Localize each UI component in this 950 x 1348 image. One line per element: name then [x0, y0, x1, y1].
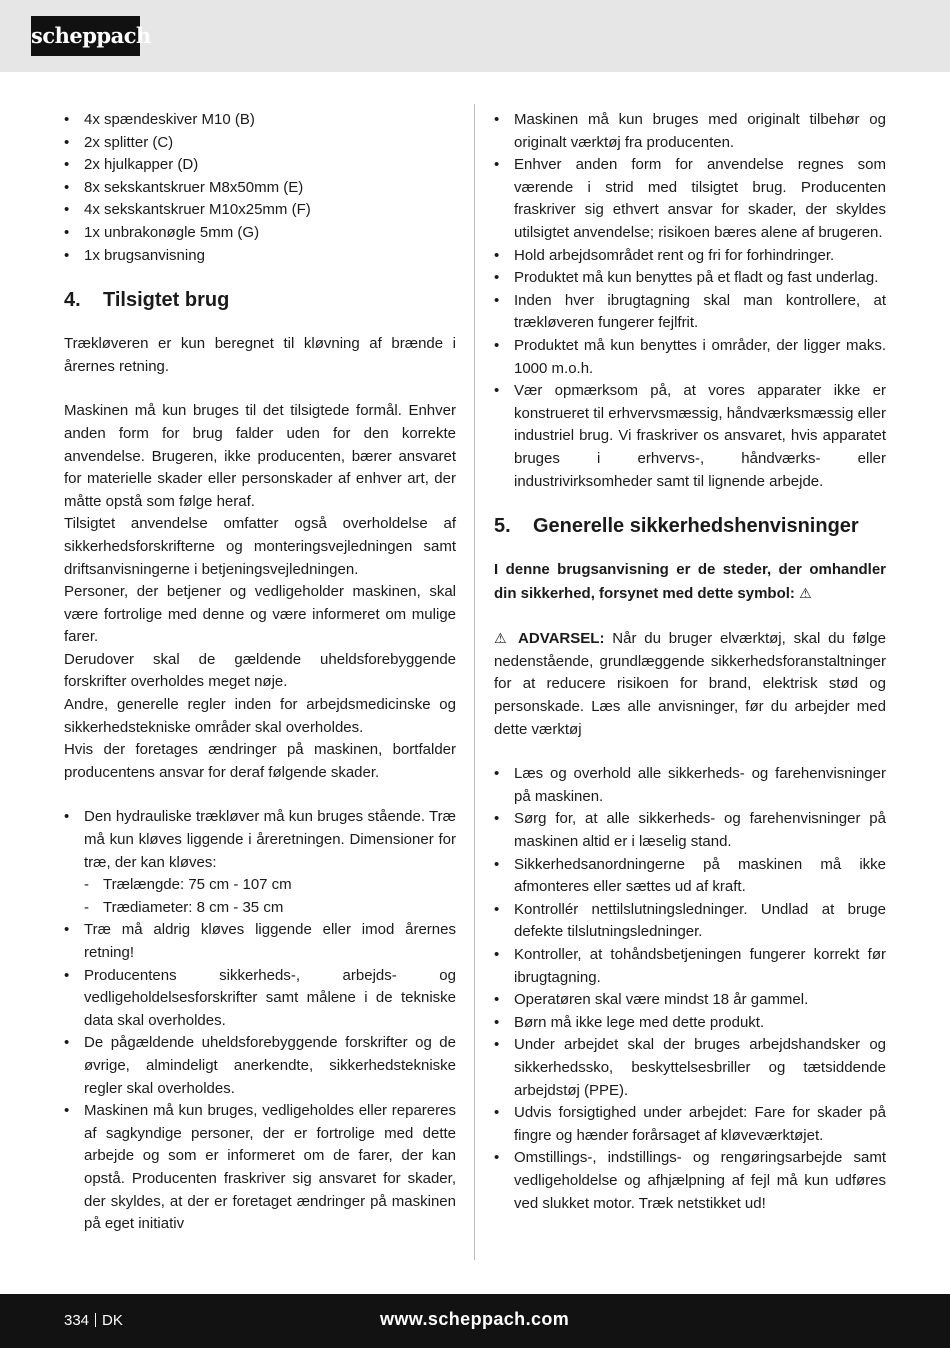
paragraph: Hvis der foretages ændringer på maskinen, bortfalder producentens ansvar for deraf følgende skader.	[64, 741, 456, 781]
list-item: • 2x hjulkapper (D)	[64, 154, 456, 177]
warning-label: ADVARSEL:	[518, 630, 605, 648]
usage-list	[64, 806, 456, 874]
list-item: • 4x sekskantskruer M10x25mm (F)	[64, 199, 456, 222]
list-item: • Under arbejdet skal der bruges arbejdshandsker og sikkerhedssko, beskyttelsesbriller og tætsiddende arbejdstøj (PPE).	[494, 1034, 886, 1102]
list-item: • Maskinen må kun bruges med originalt tilbehør og originalt værktøj fra producenten.	[494, 109, 886, 154]
list-item: • 1x brugsanvisning	[64, 245, 456, 268]
list-item: • 2x splitter (C)	[64, 132, 456, 155]
list-item: • Sørg for, at alle sikkerheds- og farehenvisninger på maskinen altid er i læselig stand.	[494, 808, 886, 853]
separator	[95, 1313, 96, 1327]
warning-triangle-icon: ⚠	[799, 584, 812, 601]
language-code: DK	[102, 1312, 123, 1329]
warning-text: Når du bruger elværktøj, skal du følge nedenstående, grundlæggende sikkerhedsforanstaltninger for at reducere risikoen for brand, elektrisk stød og personskade. Læs alle anvisninger, før du arbejder med dette værktøj	[494, 630, 886, 738]
section-4-heading	[64, 287, 456, 313]
list-item: • Sikkerhedsanordningerne på maskinen må ikke afmonteres eller sættes ud af kraft.	[494, 854, 886, 899]
list-item: • 8x sekskantskruer M8x50mm (E)	[64, 177, 456, 200]
list-item: - Trælængde: 75 cm - 107 cm	[64, 874, 456, 897]
list-item: • 4x spændeskiver M10 (B)	[64, 109, 456, 132]
list-item: • Producentens sikkerheds-, arbejds- og vedligeholdelsesforskrifter samt målene i de tekniske data skal overholdes.	[64, 965, 456, 1033]
list-item: • Vær opmærksom på, at vores apparater ikke er konstrueret til erhvervsmæssig, håndværksmæssig eller industriel brug. Vi fraskriver os ansvaret, hvis apparatet bruges i erhvervs-, håndværks- eller industrivirksomheder samt til lignende arbejde.	[494, 380, 886, 493]
warning-paragraph	[494, 627, 886, 741]
list-item: • Operatøren skal være mindst 18 år gammel.	[494, 989, 886, 1012]
list-item: • Hold arbejdsområdet rent og fri for forhindringer.	[494, 245, 886, 268]
list-item: • Kontrollér nettilslutningsledninger. Undlad at bruge defekte tilslutningsledninger.	[494, 899, 886, 944]
list-item: • Maskinen må kun bruges, vedligeholdes eller repareres af sagkyndige personer, der er fortrolige med dette arbejde og som er informeret om de farer, der kan opstå. Producenten fraskriver sig ansvaret for skader, der skyldes, at der er foretaget ændringer på maskinen på eget initiativ	[64, 1100, 456, 1236]
paragraph: Derudover skal de gældende uheldsforebyggende forskrifter overholdes meget nøje.	[64, 650, 456, 691]
paragraph: Personer, der betjener og vedligeholder maskinen, skal være fortrolige med denne og være informeret om mulige farer.	[64, 583, 456, 646]
column-divider	[474, 104, 475, 1260]
list-item-text: Den hydrauliske trækløver må kun bruges stående. Træ må kun kløves liggende i åreretningen. Dimensioner for træ, der kan kløves:	[84, 808, 456, 871]
header-bar	[0, 0, 950, 72]
list-item	[64, 806, 456, 874]
page-indicator	[64, 1310, 123, 1332]
usage-list-cont	[64, 919, 456, 1235]
list-item: • Inden hver ibrugtagning skal man kontrollere, at trækløveren fungerer fejlfrit.	[494, 290, 886, 335]
list-item: • Enhver anden form for anvendelse regnes som værende i strid med tilsigtet brug. Producenten fraskriver sig ethvert ansvar for skader, der skyldes utilsigtet anvendelse; risikoen bæres alene af brugeren.	[494, 154, 886, 244]
section-5-heading	[494, 513, 886, 539]
list-item: - Trædiameter: 8 cm - 35 cm	[64, 897, 456, 920]
list-item: • De pågældende uheldsforebyggende forskrifter og de øvrige, almindeligt anerkendte, sikkerhedstekniske regler skal overholdes.	[64, 1032, 456, 1100]
paragraph: Trækløveren er kun beregnet til kløvning af brænde i årernes retning.	[64, 335, 456, 375]
usage-list-top	[494, 109, 886, 493]
section-number: 4.	[64, 289, 81, 312]
section-title: Tilsigtet brug	[103, 289, 230, 312]
parts-list	[64, 109, 456, 267]
list-item: • Produktet må kun benyttes på et fladt og fast underlag.	[494, 267, 886, 290]
list-item: • Træ må aldrig kløves liggende eller imod årernes retning!	[64, 919, 456, 964]
list-item: • Udvis forsigtighed under arbejdet: Fare for skader på fingre og hænder forårsaget af kløveværktøjet.	[494, 1102, 886, 1147]
safety-list	[494, 763, 886, 1215]
safety-intro-text: I denne brugsanvisning er de steder, der omhandler din sikkerhed, forsynet med dette symbol:	[494, 561, 886, 602]
left-column	[64, 109, 456, 1236]
list-item: • 1x unbrakonøgle 5mm (G)	[64, 222, 456, 245]
paragraph: Maskinen må kun bruges til det tilsigtede formål. Enhver anden form for brug falder uden for den korrekte anvendelse. Brugeren, ikke producenten, bærer ansvaret for materielle skader eller personskader af enhver art, der måtte opstå som følge heraf.	[64, 402, 456, 510]
section-number: 5.	[494, 515, 511, 538]
paragraph: Andre, generelle regler inden for arbejdsmedicinske og sikkerhedstekniske områder skal overholdes.	[64, 696, 456, 736]
right-column	[494, 109, 886, 1215]
list-item: • Omstillings-, indstillings- og rengøringsarbejde samt vedligeholdelse og afhjælpning af fejl må kun udføres ved slukket motor. Træk netstikket ud!	[494, 1147, 886, 1215]
dimension-list	[64, 874, 456, 919]
website-link[interactable]: www.scheppach.com	[380, 1309, 570, 1329]
safety-intro	[494, 559, 886, 605]
scheppach-logo: scheppach	[31, 16, 140, 56]
list-item: • Produktet må kun benyttes i områder, der ligger maks. 1000 m.o.h.	[494, 335, 886, 380]
page-number: 334	[64, 1312, 90, 1329]
section-title: Generelle sikkerhedshenvisninger	[533, 515, 859, 538]
list-item: • Læs og overhold alle sikkerheds- og farehenvisninger på maskinen.	[494, 763, 886, 808]
paragraph: Tilsigtet anvendelse omfatter også overholdelse af sikkerhedsforskrifterne og monteringsvejledningen samt driftsanvisningerne i betjeningsvejledningen.	[64, 515, 456, 578]
footer-bar	[0, 1294, 950, 1348]
warning-triangle-icon: ⚠	[494, 630, 511, 647]
list-item: • Børn må ikke lege med dette produkt.	[494, 1012, 886, 1035]
list-item: • Kontroller, at tohåndsbetjeningen fungerer korrekt før ibrugtagning.	[494, 944, 886, 989]
